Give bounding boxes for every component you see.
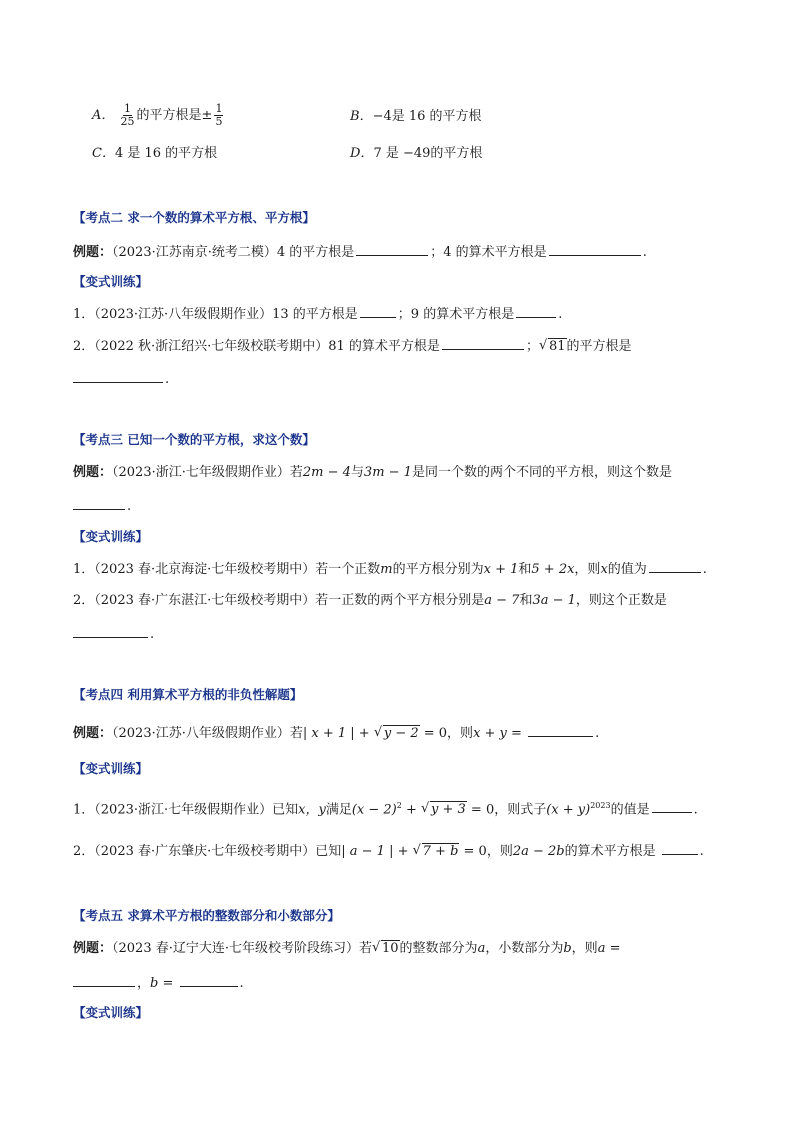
answer-blank[interactable] xyxy=(360,304,396,318)
fraction: $\frac{1}{25}$ xyxy=(120,102,135,128)
option-d-label: D． xyxy=(350,146,374,161)
sqrt-expression: √ 7 + b xyxy=(413,843,460,861)
answer-blank[interactable] xyxy=(652,799,692,813)
answer-blank[interactable] xyxy=(180,973,238,987)
sqrt-expression: √ y + 3 xyxy=(421,801,467,819)
fraction: $\frac{1}{5}$ xyxy=(215,102,223,128)
section-heading: 【考点四 利用算术平方根的非负性解题】 xyxy=(73,687,303,702)
practice-heading: 【变式训练】 xyxy=(73,1005,149,1020)
question-line: 2．（2022 秋·浙江绍兴·七年级校联考期中）81 的算术平方根是 ；√ 81的平方根是 xyxy=(73,336,632,356)
answer-blank[interactable] xyxy=(73,624,148,638)
answer-blank[interactable] xyxy=(516,304,556,318)
question-line-cont: . xyxy=(73,624,154,644)
example-line-cont: ，b = . xyxy=(73,973,244,993)
question-line: 2．（2023 春·广东湛江·七年级校考期中）若一正数的两个平方根分别是a − 7和3a − 1，则这个正数是 xyxy=(73,593,667,608)
example-line: 例题：（2023·江苏南京·统考二模）4 的平方根是 ；4 的算术平方根是 . xyxy=(73,242,647,262)
example-line: 例题：（2023·浙江·七年级假期作业）若2m − 4与3m − 1是同一个数的两个不同的平方根，则这个数是 xyxy=(73,465,672,480)
practice-heading: 【变式训练】 xyxy=(73,529,149,544)
sqrt-expression: √ 10 xyxy=(372,940,400,958)
option-c-label: C． xyxy=(92,146,115,161)
answer-blank[interactable] xyxy=(528,723,593,737)
practice-heading: 【变式训练】 xyxy=(73,274,149,289)
option-c xyxy=(92,145,217,163)
example-label: 例题： xyxy=(73,726,113,741)
sqrt-expression: √ y − 2 xyxy=(374,725,420,743)
example-label: 例题： xyxy=(73,245,113,260)
answer-blank[interactable] xyxy=(73,369,163,383)
answer-blank[interactable] xyxy=(356,242,428,256)
option-a-label: A． xyxy=(92,108,115,123)
section-heading: 【考点二 求一个数的算术平方根、平方根】 xyxy=(73,210,315,225)
answer-blank[interactable] xyxy=(649,559,701,573)
example-line-cont: . xyxy=(73,496,131,516)
answer-blank[interactable] xyxy=(442,336,524,350)
example-line: 例题：（2023 春·辽宁大连·七年级校考阶段练习）若√ 10的整数部分为a，小数部分为b，则a = xyxy=(73,940,620,958)
option-b-text: −4是 16 的平方根 xyxy=(372,109,482,124)
question-line: 1．（2023·浙江·七年级假期作业）已知x，y满足$(x - 2)^2$ + √ y + 3 = 0，则式子$(x + y)^{2023}$的值是 . xyxy=(73,797,698,819)
section-heading: 【考点三 已知一个数的平方根，求这个数】 xyxy=(73,432,315,447)
option-a xyxy=(92,103,225,128)
question-line: 2．（2023 春·广东肇庆·七年级校考期中）已知| a − 1 | + √ 7 + b = 0，则2a − 2b的算术平方根是 . xyxy=(73,841,704,861)
option-b-label: B． xyxy=(350,109,373,124)
sqrt-expression: √ 81 xyxy=(539,338,567,356)
option-d xyxy=(350,145,482,163)
option-d-text: 7 是 −49的平方根 xyxy=(373,146,483,161)
option-b xyxy=(350,108,482,126)
example-label: 例题： xyxy=(73,941,113,956)
question-line: 1．（2023 春·北京海淀·七年级校考期中）若一个正数m的平方根分别为x + 1和5 + 2x，则x的值为 . xyxy=(73,559,707,579)
option-a-text: 的平方根是± xyxy=(136,108,213,123)
answer-blank[interactable] xyxy=(73,496,125,510)
question-line-cont: . xyxy=(73,369,169,389)
answer-blank[interactable] xyxy=(73,973,135,987)
answer-blank[interactable] xyxy=(662,841,698,855)
option-c-text: 4 是 16 的平方根 xyxy=(114,146,218,161)
example-line: 例题：（2023·江苏·八年级假期作业）若| x + 1 | + √ y − 2 = 0，则x + y = . xyxy=(73,723,599,743)
section-heading: 【考点五 求算术平方根的整数部分和小数部分】 xyxy=(73,908,340,923)
question-line: 1．（2023·江苏·八年级假期作业）13 的平方根是 ；9 的算术平方根是 . xyxy=(73,304,562,324)
example-label: 例题： xyxy=(73,465,113,480)
answer-blank[interactable] xyxy=(549,242,641,256)
practice-heading: 【变式训练】 xyxy=(73,761,149,776)
